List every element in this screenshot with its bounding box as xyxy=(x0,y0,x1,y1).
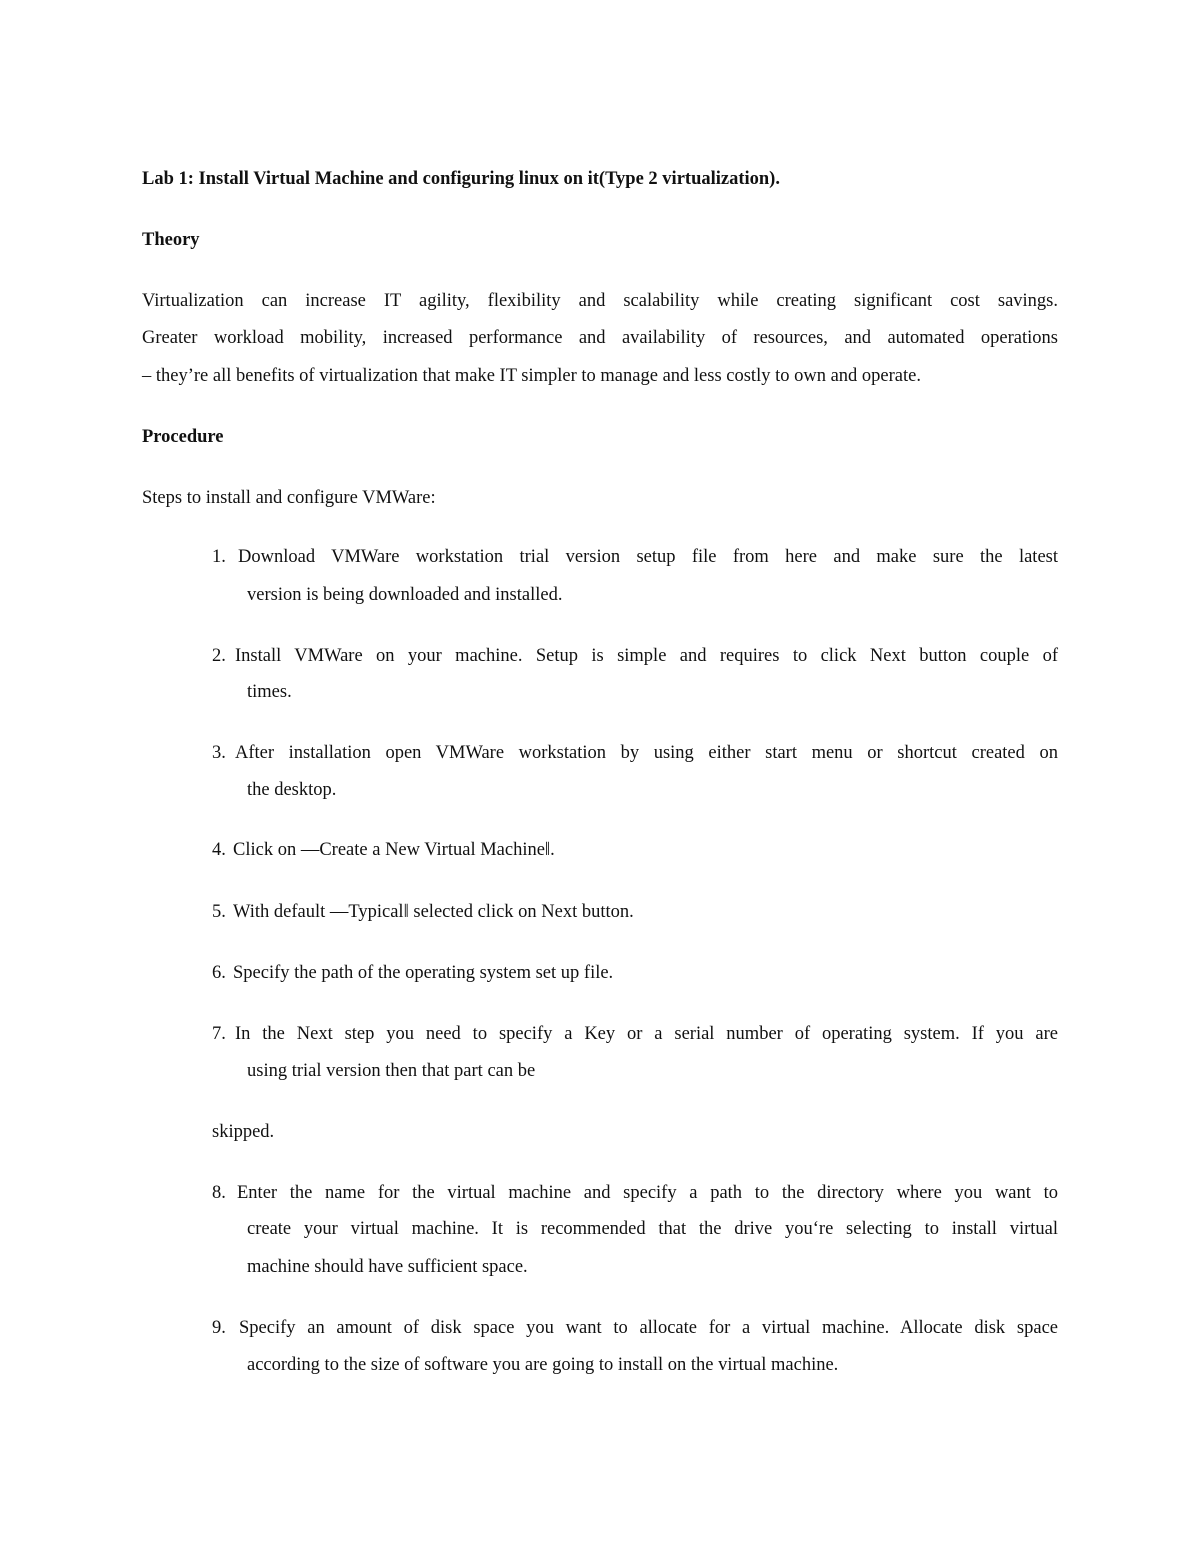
step-number: 6. xyxy=(212,963,226,983)
step-number: 7. xyxy=(212,1024,226,1044)
lab-title: Lab 1: Install Virtual Machine and configuring linux on it(Type 2 virtualization). xyxy=(142,169,780,189)
step-6-line-1: Specify the path of the operating system set up file. xyxy=(233,963,614,983)
theory-line-3: – they’re all benefits of virtualization that make IT simpler to manage and less costly to own and operate. xyxy=(142,366,921,386)
step-3-line-2: the desktop. xyxy=(247,780,337,800)
step-number: 2. xyxy=(212,646,226,666)
step-7-continuation: skipped. xyxy=(212,1122,275,1142)
step-2-line-2: times. xyxy=(247,682,292,702)
step-9-line-2: according to the size of software you are going to install on the virtual machine. xyxy=(247,1355,839,1375)
step-number: 1. xyxy=(212,547,226,567)
theory-line-1: Virtualization can increase IT agility, flexibility and scalability while creating significant cost savings. xyxy=(142,291,1058,311)
step-number: 9. xyxy=(212,1318,226,1338)
step-8-line-1: Enter the name for the virtual machine and specify a path to the directory where you want to xyxy=(237,1183,1058,1203)
step-number: 5. xyxy=(212,902,226,922)
step-9-line-1: Specify an amount of disk space you want to allocate for a virtual machine. Allocate disk space xyxy=(239,1318,1058,1338)
step-number: 3. xyxy=(212,743,226,763)
step-number: 4. xyxy=(212,840,226,860)
step-4-line-1: Click on ―Create a New Virtual Machine‖. xyxy=(233,840,555,860)
step-1-line-1: Download VMWare workstation trial version setup file from here and make sure the latest xyxy=(238,547,1058,567)
procedure-heading: Procedure xyxy=(142,427,224,447)
theory-heading: Theory xyxy=(142,230,200,250)
step-8-line-3: machine should have sufficient space. xyxy=(247,1257,528,1277)
step-8-line-2: create your virtual machine. It is recommended that the drive you‘re selecting to install virtual xyxy=(247,1219,1058,1239)
step-2-line-1: Install VMWare on your machine. Setup is simple and requires to click Next button couple of xyxy=(235,646,1058,666)
step-7-line-1: In the Next step you need to specify a Key or a serial number of operating system. If you are xyxy=(235,1024,1058,1044)
theory-line-2: Greater workload mobility, increased performance and availability of resources, and automated operations xyxy=(142,328,1058,348)
step-3-line-1: After installation open VMWare workstation by using either start menu or shortcut created on xyxy=(235,743,1058,763)
step-1-line-2: version is being downloaded and installed. xyxy=(247,585,563,605)
step-number: 8. xyxy=(212,1183,226,1203)
step-5-line-1: With default ―Typical‖ selected click on Next button. xyxy=(233,902,634,922)
step-7-line-2: using trial version then that part can be xyxy=(247,1061,536,1081)
procedure-intro: Steps to install and configure VMWare: xyxy=(142,488,436,508)
